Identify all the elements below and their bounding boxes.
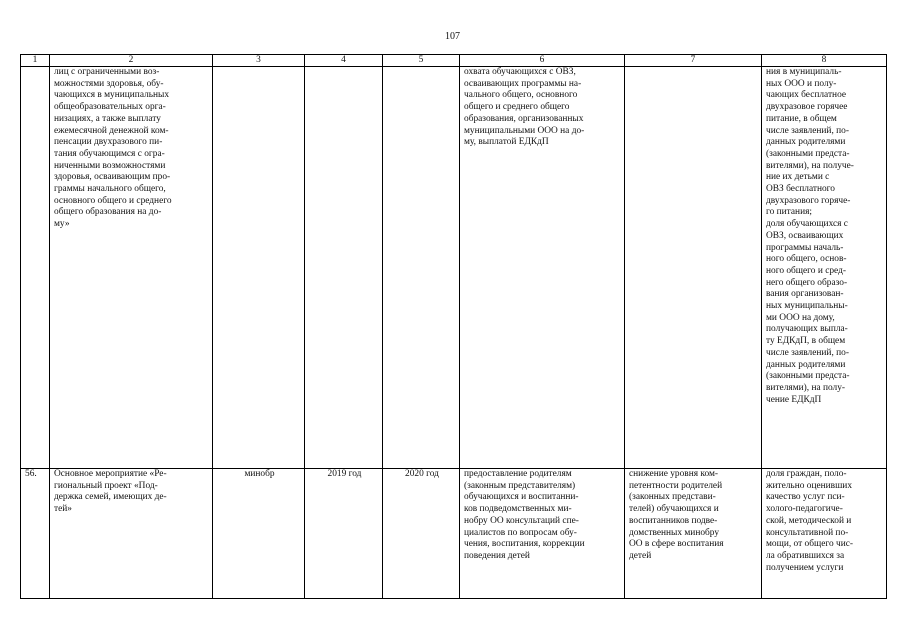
column-header-6: 6 — [460, 55, 625, 67]
consequences-cell — [625, 67, 762, 469]
row-number-cell — [21, 67, 50, 469]
consequences-cell: снижение уровня ком- петентности родителей (законных представи- телей) обучающихся и воспитанников подве- домственных минобру ОО в сфере воспитания детей — [625, 469, 762, 599]
start-date-cell — [305, 67, 383, 469]
column-header-5: 5 — [383, 55, 460, 67]
table-row — [21, 469, 887, 599]
end-date-cell — [383, 67, 460, 469]
column-header-4: 4 — [305, 55, 383, 67]
expected-result-cell: охвата обучающихся с ОВЗ, осваивающих программы на- чального общего, основного общего и среднего общего образования, организованных муниципальными ООО на до- му, выплатой ЕДКдП — [460, 67, 625, 469]
indicator-cell: ния в муниципаль- ных ООО и полу- чающих бесплатное двухразовое горячее питание, в общем числе заявлений, по- данных родителями (законными предста- вителями), на получе- ние их детьми с ОВЗ бесплатного двухразового горяче- го питания; доля обучающихся с ОВЗ, осваивающих программы началь- ного общего, основ- ного общего и сред- него общего образо- вания организован- ных муниципальны- ми ООО на дому, получающих выпла- ту ЕДКдП, в общем числе заявлений, по- данных родителями (законными предста- вителями), на полу- чение ЕДКдП — [762, 67, 887, 469]
expected-result-cell: предоставление родителям (законным представителям) обучающихся и воспитанни- ков подведомственных ми- нобру ОО консультаций спе- циалистов по вопросам обу- чения, воспитания, коррекции поведения детей — [460, 469, 625, 599]
page-number: 107 — [445, 31, 460, 42]
column-header-1: 1 — [21, 55, 50, 67]
row-number-cell: 56. — [21, 469, 50, 599]
table-row — [21, 67, 887, 469]
end-date-cell: 2020 год — [383, 469, 460, 599]
measure-cell: лиц с ограниченными воз- можностями здоровья, обу- чающихся в муниципальных общеобразовательных орга- низациях, а также выплату ежемесячной денежной ком- пенсации двухразового пи- тания обучающимся с огра- ниченными возможностями здоровья, осваивающим про- граммы начального общего, основного общего и среднего общего образования на до- му» — [50, 67, 213, 469]
executor-cell: минобр — [213, 469, 305, 599]
indicator-cell: доля граждан, поло- жительно оценивших качество услуг пси- холого-педагогиче- ской, методической и консультативной по- мощи, от общего чис- ла обратившихся за получением услуги — [762, 469, 887, 599]
executor-cell — [213, 67, 305, 469]
start-date-cell: 2019 год — [305, 469, 383, 599]
program-table — [20, 54, 887, 599]
column-header-8: 8 — [762, 55, 887, 67]
measure-cell: Основное мероприятие «Ре- гиональный проект «Под- держка семей, имеющих де- тей» — [50, 469, 213, 599]
column-header-7: 7 — [625, 55, 762, 67]
column-header-3: 3 — [213, 55, 305, 67]
header-row — [21, 55, 887, 67]
column-header-2: 2 — [50, 55, 213, 67]
